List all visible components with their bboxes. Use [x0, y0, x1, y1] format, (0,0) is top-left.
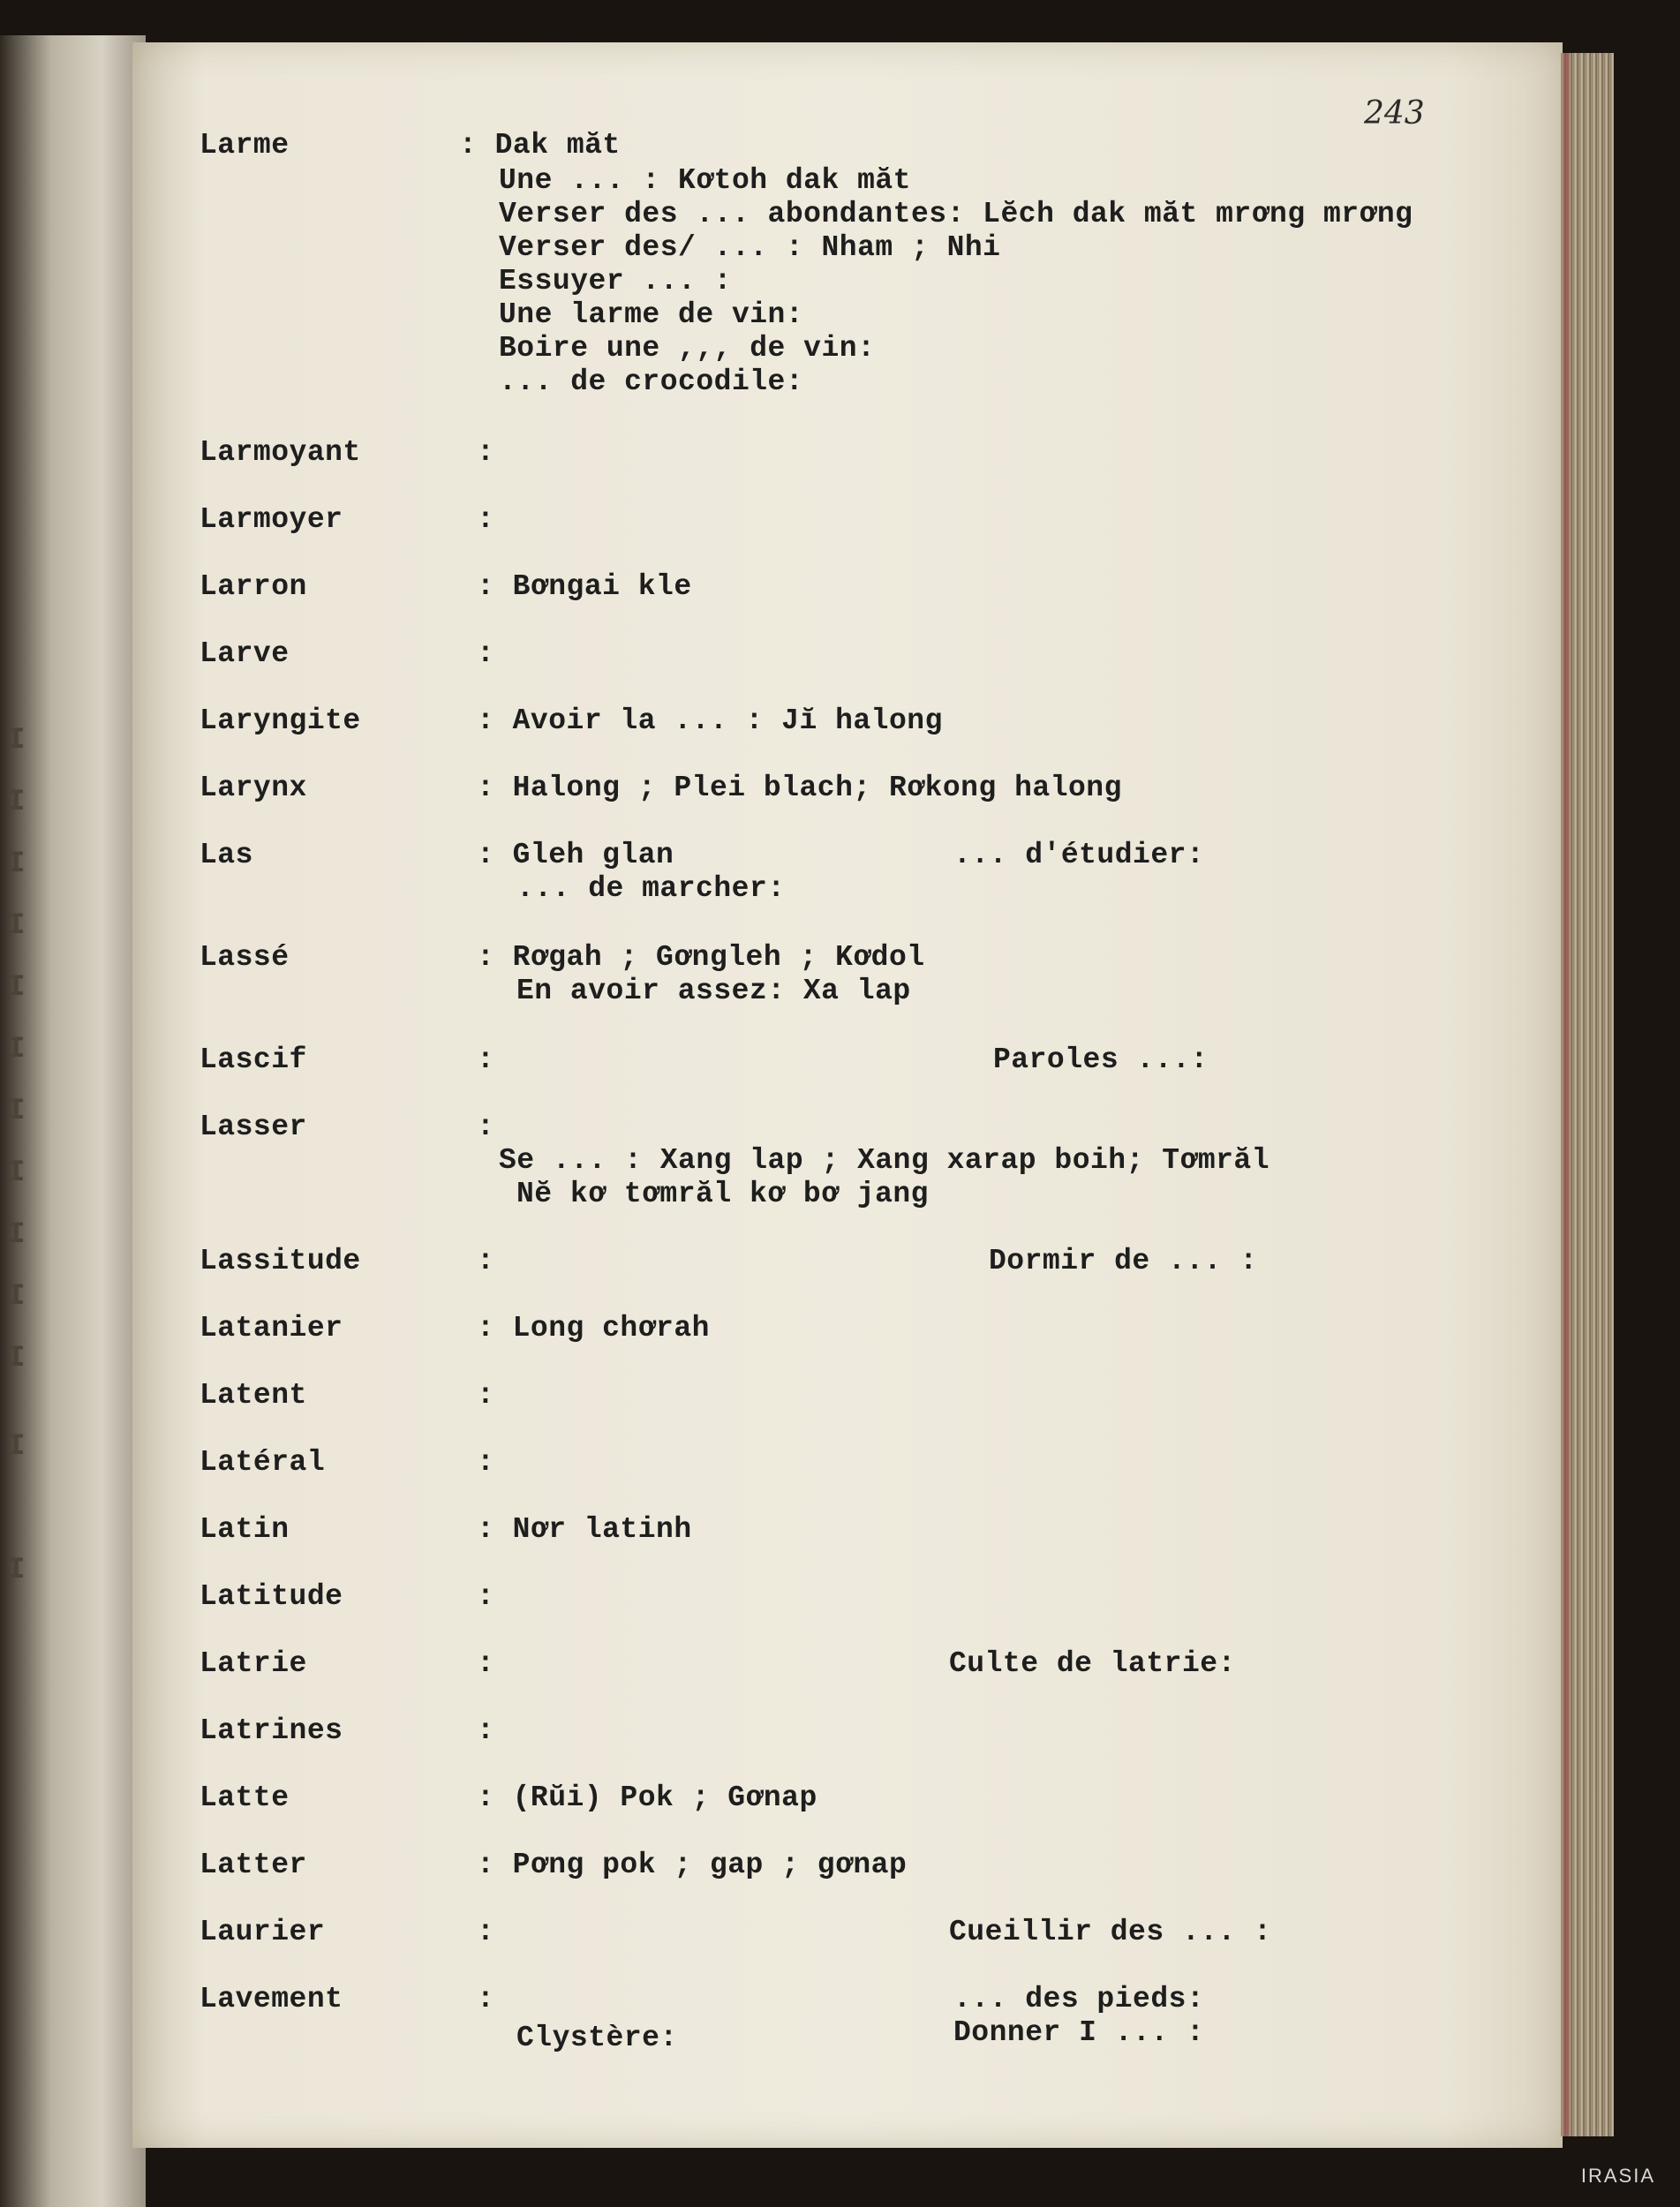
entry-headword: Latent — [200, 1379, 307, 1412]
left-page-mark: I — [7, 1430, 26, 1464]
entry-headword: Laryngite — [200, 704, 361, 737]
left-page-mark: I — [7, 847, 26, 881]
entry-definition-line: Verser des ... abondantes: Lĕch dak măt mrơng mrơng — [499, 198, 1413, 230]
entry-definition-line: ... de crocodile: — [499, 365, 804, 398]
entry-definition-line: Verser des/ ... : Nham ; Nhi — [499, 231, 1001, 264]
entry-definition-line: Donner I ... : — [953, 2016, 1205, 2049]
entry-definition-line: : Gleh glan — [477, 839, 674, 871]
entry-definition-line: ... d'étudier: — [953, 839, 1205, 871]
entry-definition-line: : — [477, 637, 495, 670]
entry-headword: Lassé — [200, 941, 290, 974]
book-edge-stain — [1563, 53, 1570, 2136]
entry-headword: Larve — [200, 637, 290, 670]
entry-definition-line: Boire une ,,, de vin: — [499, 332, 876, 365]
entry-definition-line: Se ... : Xang lap ; Xang xarap boih; Tơmrăl — [499, 1144, 1270, 1177]
entry-definition-line: : Avoir la ... : Jĭ halong — [477, 704, 943, 737]
entry-definition-line: : — [477, 503, 495, 536]
entry-definition-line: Clystère: — [516, 2022, 678, 2054]
entry-headword: Latter — [200, 1849, 307, 1881]
entry-definition-line: : — [477, 1714, 495, 1747]
entry-headword: Larynx — [200, 772, 307, 804]
entry-definition-line: : — [477, 1983, 495, 2015]
left-page-mark: I — [7, 1342, 26, 1375]
entry-headword: Larme — [200, 129, 290, 162]
entry-headword: Larron — [200, 570, 307, 603]
entry-headword: Laurier — [200, 1916, 326, 1948]
entry-headword: Latanier — [200, 1312, 343, 1345]
left-page-mark: I — [7, 1554, 26, 1587]
entry-definition-line: : Dak măt — [459, 129, 621, 162]
entry-definition-line: Une ... : Kơtoh dak măt — [499, 164, 911, 197]
entry-definition-line: : — [477, 1043, 495, 1076]
left-page-mark: I — [7, 1280, 26, 1314]
left-page-edge — [0, 35, 146, 2207]
entry-headword: Las — [200, 839, 253, 871]
left-page-mark: I — [7, 909, 26, 943]
entry-definition-line: : — [477, 1111, 495, 1143]
left-page-mark: I — [7, 1033, 26, 1066]
entry-definition-line: Cueillir des ... : — [949, 1916, 1272, 1948]
watermark-text: IRASIA — [1580, 2165, 1655, 2187]
entry-headword: Lassitude — [200, 1245, 361, 1277]
entry-definition-line: : — [477, 1245, 495, 1277]
entry-definition-line: : — [477, 1647, 495, 1680]
left-page-mark: I — [7, 786, 26, 819]
entry-definition-line: ... de marcher: — [516, 872, 786, 905]
entry-headword: Latrines — [200, 1714, 343, 1747]
left-page-mark: I — [7, 1156, 26, 1190]
entry-definition-line: : Pơng pok ; gap ; gơnap — [477, 1849, 908, 1881]
entry-definition-line: : Long chơrah — [477, 1312, 710, 1345]
entry-headword: Lasser — [200, 1111, 307, 1143]
entry-definition-line: En avoir assez: Xa lap — [516, 975, 911, 1007]
entry-headword: Latte — [200, 1781, 290, 1814]
entry-definition-line: : — [477, 436, 495, 469]
entry-definition-line: : — [477, 1580, 495, 1613]
entry-definition-line: : Nơr latinh — [477, 1513, 692, 1546]
left-page-mark: I — [7, 1218, 26, 1252]
entry-definition-line: : (Rŭi) Pok ; Gơnap — [477, 1781, 817, 1814]
left-page-mark: I — [7, 971, 26, 1005]
entry-definition-line: Paroles ...: — [993, 1043, 1209, 1076]
entry-definition-line: : — [477, 1379, 495, 1412]
entry-definition-line: Dormir de ... : — [989, 1245, 1258, 1277]
left-page-mark: I — [7, 1095, 26, 1128]
entry-definition-line: : Rơgah ; Gơngleh ; Kơdol — [477, 941, 925, 974]
entry-headword: Latéral — [200, 1446, 326, 1479]
entry-headword: Larmoyer — [200, 503, 343, 536]
entry-definition-line: : Bơngai kle — [477, 570, 692, 603]
entry-definition-line: : Halong ; Plei blach; Rơkong halong — [477, 772, 1122, 804]
entry-definition-line: : — [477, 1916, 495, 1948]
entry-definition-line: Une larme de vin: — [499, 298, 804, 331]
entry-definition-line: Nĕ kơ tơmrăl kơ bơ jang — [516, 1178, 929, 1210]
entry-headword: Lavement — [200, 1983, 343, 2015]
left-page-mark: I — [7, 724, 26, 757]
entry-headword: Lascif — [200, 1043, 307, 1076]
entry-headword: Latin — [200, 1513, 290, 1546]
entry-headword: Latitude — [200, 1580, 343, 1613]
entry-headword: Latrie — [200, 1647, 307, 1680]
page-number: 243 — [1364, 95, 1425, 132]
entry-definition-line: ... des pieds: — [953, 1983, 1205, 2015]
entry-definition-line: Culte de latrie: — [949, 1647, 1236, 1680]
entry-definition-line: : — [477, 1446, 495, 1479]
entry-definition-line: Essuyer ... : — [499, 265, 732, 298]
entry-headword: Larmoyant — [200, 436, 361, 469]
